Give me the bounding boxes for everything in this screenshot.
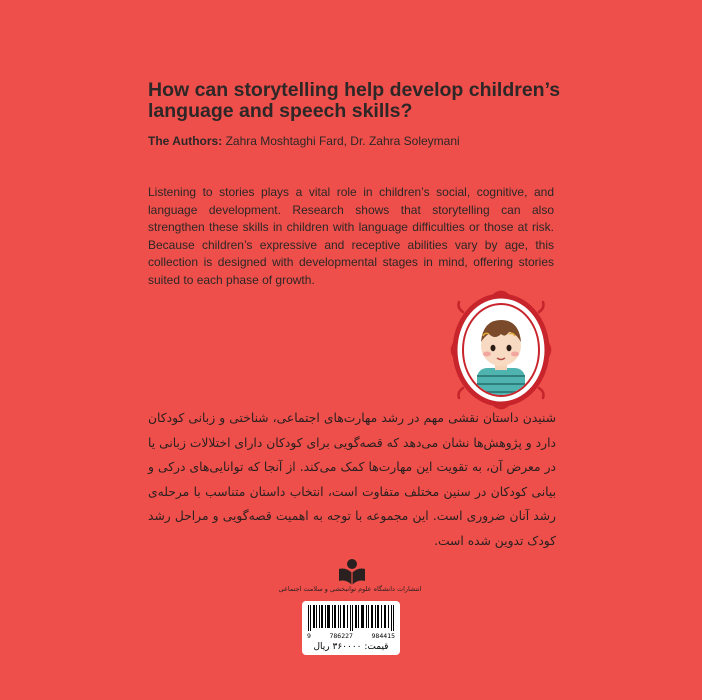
barcode bbox=[306, 605, 396, 631]
barcode-prefix: 9 bbox=[307, 632, 311, 640]
authors-names: Zahra Moshtaghi Fard, Dr. Zahra Soleymani bbox=[225, 134, 460, 148]
authors-label: The Authors: bbox=[148, 134, 223, 148]
barcode-price-box bbox=[302, 601, 400, 655]
publisher-name: انتشارات دانشگاه علوم توانبخشی و سلامت اجتماعی bbox=[278, 585, 422, 593]
price-label: قیمت: ۳۶۰۰۰۰ ریال bbox=[313, 642, 389, 652]
english-blurb: Listening to stories plays a vital role in children’s social, cognitive, and language development. Research shows that storytelling can also strengthen these skills in children with language difficulties or those at risk. Because children’s expressive and receptive abilities vary by age, this collection is designed with developmental stages in mind, offering stories suited to each phase of growth. bbox=[148, 185, 554, 287]
persian-blurb: شنیدن داستان نقشی مهم در رشد مهارت‌های اجتماعی، شناختی و زبانی کودکان دارد و پژوهش‌ها نشان می‌دهد که قصه‌گویی برای کودکان دارای اختلالات زبانی یا در معرض آن، به تقویت این مهارت‌ها کمک می‌کند. از آنجا که توانایی‌های درکی و بیانی کودکان در سنین مختلف متفاوت است، انتخاب داستان متناسب با مرحله‌ی رشد آنان ضروری است. این مجموعه با توجه به اهمیت قصه‌گویی و مراحل رشد کودک تدوین شده است. bbox=[148, 411, 556, 548]
authors-line bbox=[148, 134, 460, 148]
publisher-logo-icon bbox=[336, 555, 368, 587]
barcode-group-2: 984415 bbox=[371, 632, 395, 640]
barcode-group-1: 786227 bbox=[329, 632, 353, 640]
book-title: How can storytelling help develop children’s language and speech skills? bbox=[148, 79, 561, 122]
mirror-illustration bbox=[449, 290, 553, 410]
barcode-digits bbox=[306, 632, 396, 640]
